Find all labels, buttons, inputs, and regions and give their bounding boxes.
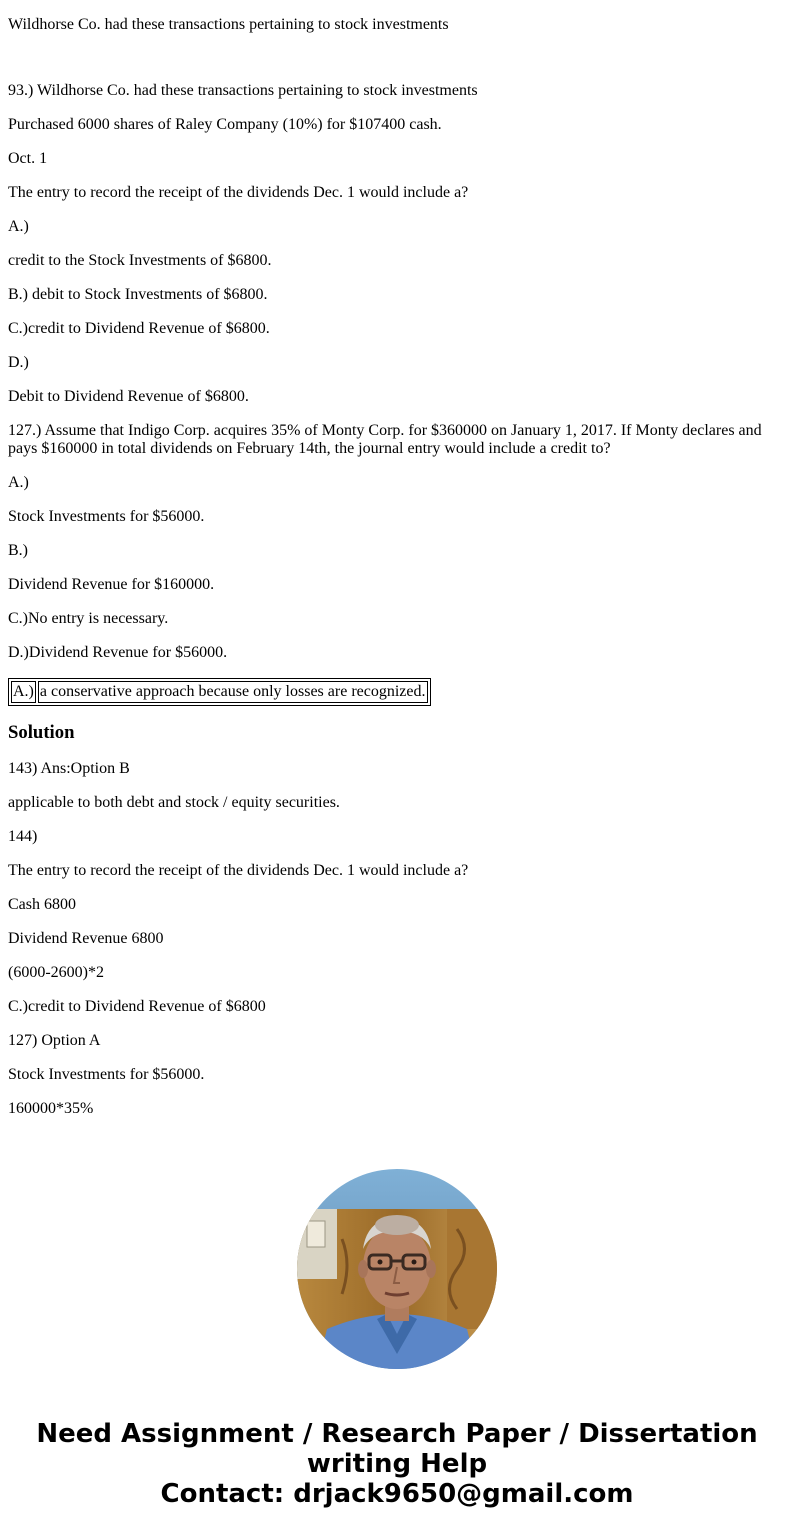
table-row: [11, 681, 428, 703]
q127-option-b-label: B.): [8, 542, 28, 559]
question-93-prompt: The entry to record the receipt of the dividends Dec. 1 would include a?: [8, 184, 469, 201]
option-a-label: A.): [8, 218, 29, 235]
question-93-title: 93.) Wildhorse Co. had these transactions pertaining to stock investments: [8, 82, 478, 99]
avatar: [297, 1169, 497, 1369]
solution-127-calc: 160000*35%: [8, 1100, 94, 1117]
solution-144-answer: C.)credit to Dividend Revenue of $6800: [8, 998, 266, 1015]
solution-144-cash: Cash 6800: [8, 896, 76, 913]
solution-144-calc: (6000-2600)*2: [8, 964, 104, 981]
q127-option-b-text: Dividend Revenue for $160000.: [8, 576, 215, 593]
answer-text-cell: a conservative approach because only losses are recognized.: [38, 681, 428, 703]
option-c: C.)credit to Dividend Revenue of $6800.: [8, 320, 270, 337]
option-b: B.) debit to Stock Investments of $6800.: [8, 286, 268, 303]
footer-line-1: Need Assignment / Research Paper / Dissertation: [36, 1419, 758, 1449]
solution-143-answer: 143) Ans:Option B: [8, 760, 130, 777]
spacer: [8, 50, 786, 66]
solution-127-text: Stock Investments for $56000.: [8, 1066, 205, 1083]
solution-144-prompt: The entry to record the receipt of the dividends Dec. 1 would include a?: [8, 862, 469, 879]
footer-contact-email: Contact: drjack9650@gmail.com: [160, 1479, 634, 1509]
avatar-portrait-image: [297, 1169, 497, 1369]
footer-line-2: writing Help: [306, 1449, 488, 1479]
option-d-label: D.): [8, 354, 29, 371]
document-body: [0, 16, 794, 1118]
solution-143-explanation: applicable to both debt and stock / equity securities.: [8, 794, 340, 811]
question-93-date: Oct. 1: [8, 150, 48, 167]
footer-contact: [0, 1419, 794, 1509]
solution-127-answer: 127) Option A: [8, 1032, 101, 1049]
answer-label-cell: A.): [11, 681, 36, 703]
option-d-text: Debit to Dividend Revenue of $6800.: [8, 388, 249, 405]
solution-heading: Solution: [8, 722, 75, 743]
q127-option-a-label: A.): [8, 474, 29, 491]
solution-144-dividend: Dividend Revenue 6800: [8, 930, 164, 947]
intro-text: Wildhorse Co. had these transactions pertaining to stock investments: [8, 16, 449, 33]
option-a-text: credit to the Stock Investments of $6800.: [8, 252, 272, 269]
answer-table: [8, 678, 431, 706]
q127-option-c: C.)No entry is necessary.: [8, 610, 169, 627]
q127-option-d: D.)Dividend Revenue for $56000.: [8, 644, 228, 661]
question-93-purchase: Purchased 6000 shares of Raley Company (10%) for $107400 cash.: [8, 116, 442, 133]
q127-option-a-text: Stock Investments for $56000.: [8, 508, 205, 525]
question-127-prompt: 127.) Assume that Indigo Corp. acquires 35% of Monty Corp. for $360000 on January 1, 2017. If Monty declares and pays $160000 in total dividends on February 14th, the journal entry would include a credit to?: [8, 422, 762, 457]
solution-144-label: 144): [8, 828, 38, 845]
